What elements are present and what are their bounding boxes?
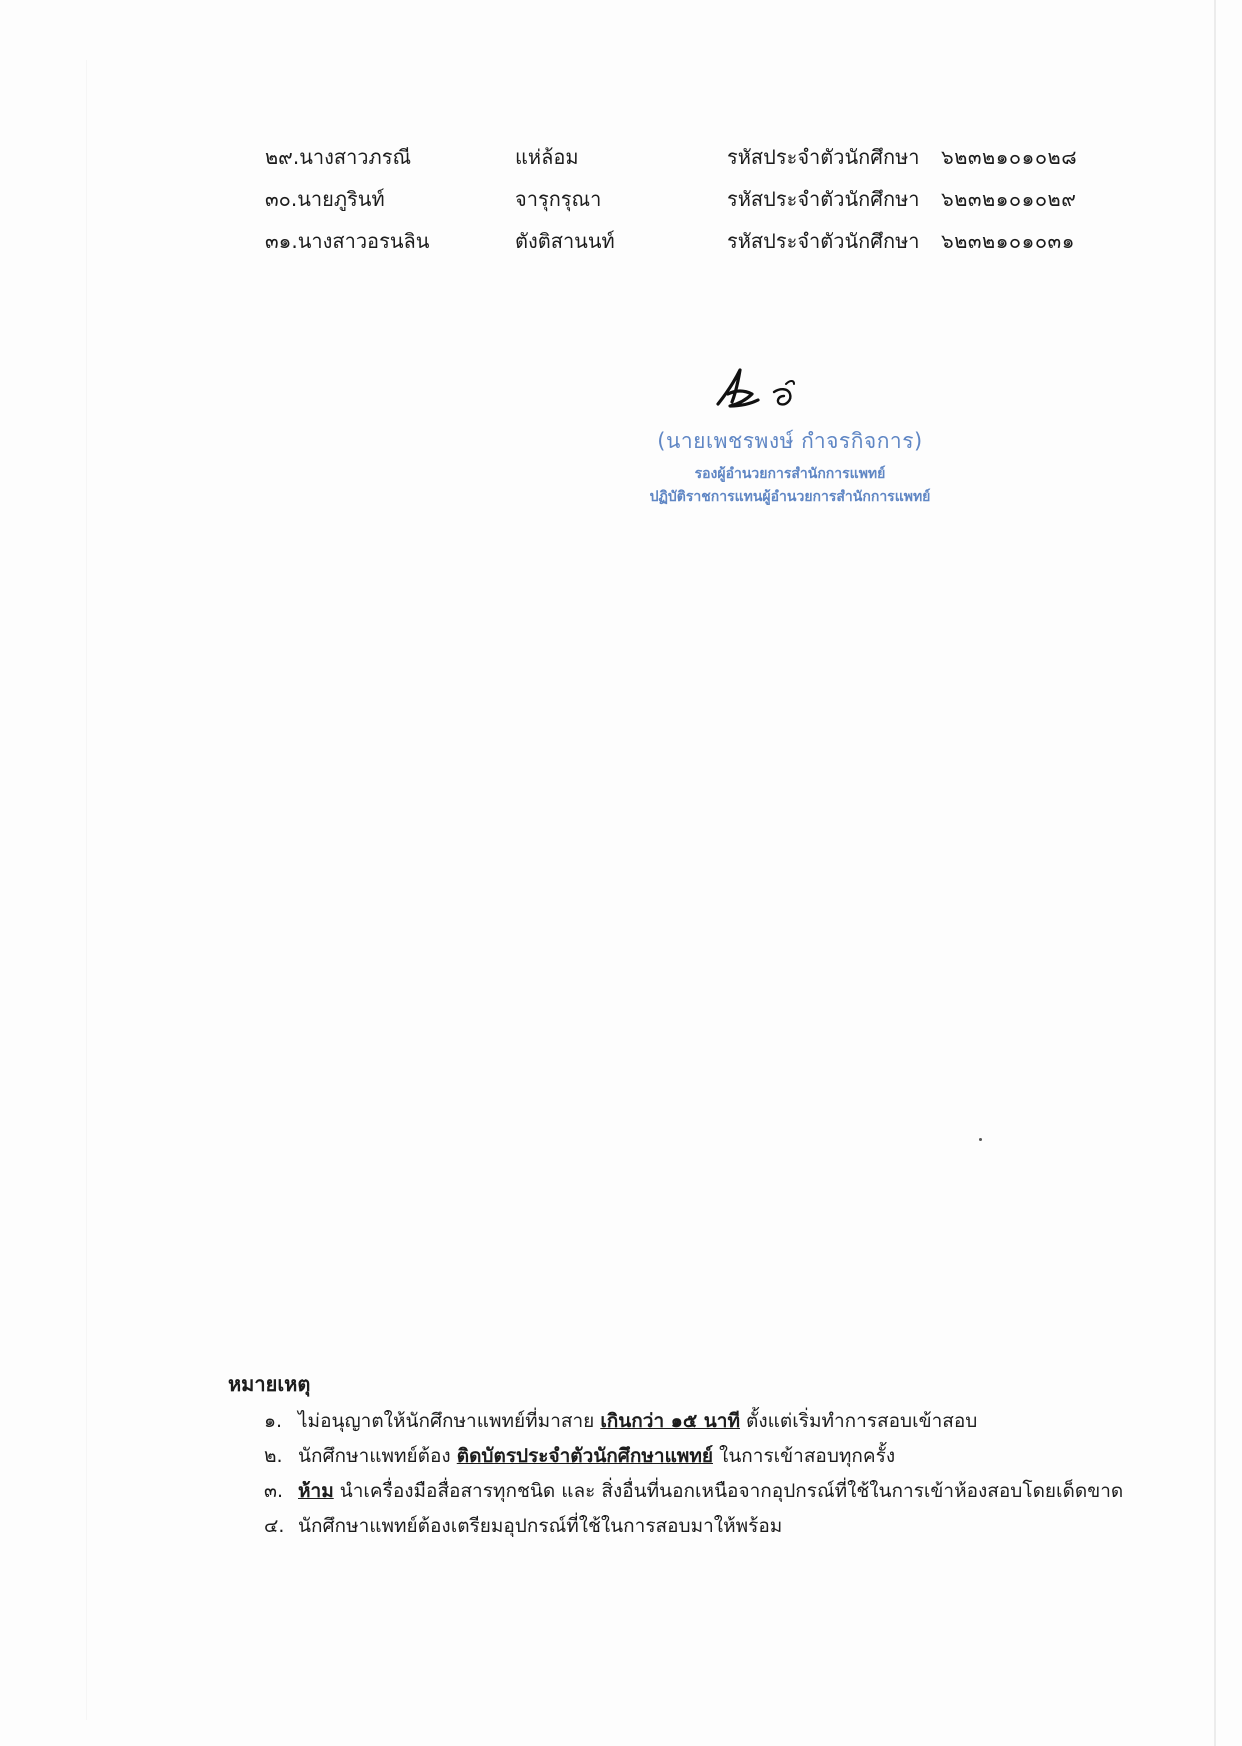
student-id: ๖๒๓๒๑๐๑๐๓๑ xyxy=(941,229,1075,253)
student-list xyxy=(265,140,1105,266)
student-surname: จารุกรุณา xyxy=(515,187,602,211)
student-name: ๒๙.นางสาวภรณี xyxy=(265,145,412,169)
signature-block xyxy=(560,424,1020,508)
signer-acting-position: ปฏิบัติราชการแทนผู้อำนวยการสำนักการแพทย์ xyxy=(649,489,931,505)
notes-title: หมายเหตุ xyxy=(228,1372,311,1396)
student-id-label: รหัสประจำตัวนักศึกษา xyxy=(727,187,920,211)
handwritten-signature xyxy=(700,360,830,420)
note-number: ๑. xyxy=(264,1410,283,1432)
student-id: ๖๒๓๒๑๐๑๐๒๘ xyxy=(941,145,1078,169)
note-text: นักศึกษาแพทย์ต้อง xyxy=(298,1445,457,1467)
note-text: ไม่อนุญาตให้นักศึกษาแพทย์ที่มาสาย xyxy=(298,1410,601,1432)
note-item xyxy=(228,1509,1128,1544)
note-item xyxy=(228,1404,1128,1439)
student-row xyxy=(265,140,1105,182)
note-emphasis: ติดบัตรประจำตัวนักศึกษาแพทย์ xyxy=(456,1445,713,1467)
scan-edge-right xyxy=(1214,0,1216,1746)
note-text: นักศึกษาแพทย์ต้องเตรียมอุปกรณ์ที่ใช้ในการสอบมาให้พร้อม xyxy=(298,1515,783,1537)
student-id-label: รหัสประจำตัวนักศึกษา xyxy=(727,229,920,253)
student-id-label: รหัสประจำตัวนักศึกษา xyxy=(727,145,920,169)
note-item xyxy=(228,1474,1128,1509)
note-text: ตั้งแต่เริ่มทำการสอบเข้าสอบ xyxy=(740,1410,978,1432)
student-id: ๖๒๓๒๑๐๑๐๒๙ xyxy=(941,187,1077,211)
student-row xyxy=(265,224,1105,266)
student-name: ๓๐.นายภูรินท์ xyxy=(265,187,385,211)
scan-edge-left xyxy=(86,60,87,1720)
note-emphasis: เกินกว่า ๑๕ นาที xyxy=(600,1410,740,1432)
note-text: ในการเข้าสอบทุกครั้ง xyxy=(713,1445,896,1467)
note-number: ๒. xyxy=(264,1445,283,1467)
note-number: ๓. xyxy=(264,1480,284,1502)
scan-speck xyxy=(979,1138,982,1141)
notes-section xyxy=(228,1368,1128,1544)
student-name: ๓๑.นางสาวอรนลิน xyxy=(265,229,430,253)
note-emphasis: ห้าม xyxy=(298,1480,334,1502)
note-number: ๔. xyxy=(264,1515,285,1537)
signer-position: รองผู้อำนวยการสำนักการแพทย์ xyxy=(694,466,886,482)
note-item xyxy=(228,1439,1128,1474)
signer-name: (นายเพชรพงษ์ กำจรกิจการ) xyxy=(657,429,923,453)
student-row xyxy=(265,182,1105,224)
student-surname: แห่ล้อม xyxy=(515,145,579,169)
student-surname: ตังติสานนท์ xyxy=(515,229,615,253)
note-text: นำเครื่องมือสื่อสารทุกชนิด และ สิ่งอื่นที่นอกเหนือจากอุปกรณ์ที่ใช้ในการเข้าห้องสอบโดยเด็ดขาด xyxy=(333,1480,1124,1502)
